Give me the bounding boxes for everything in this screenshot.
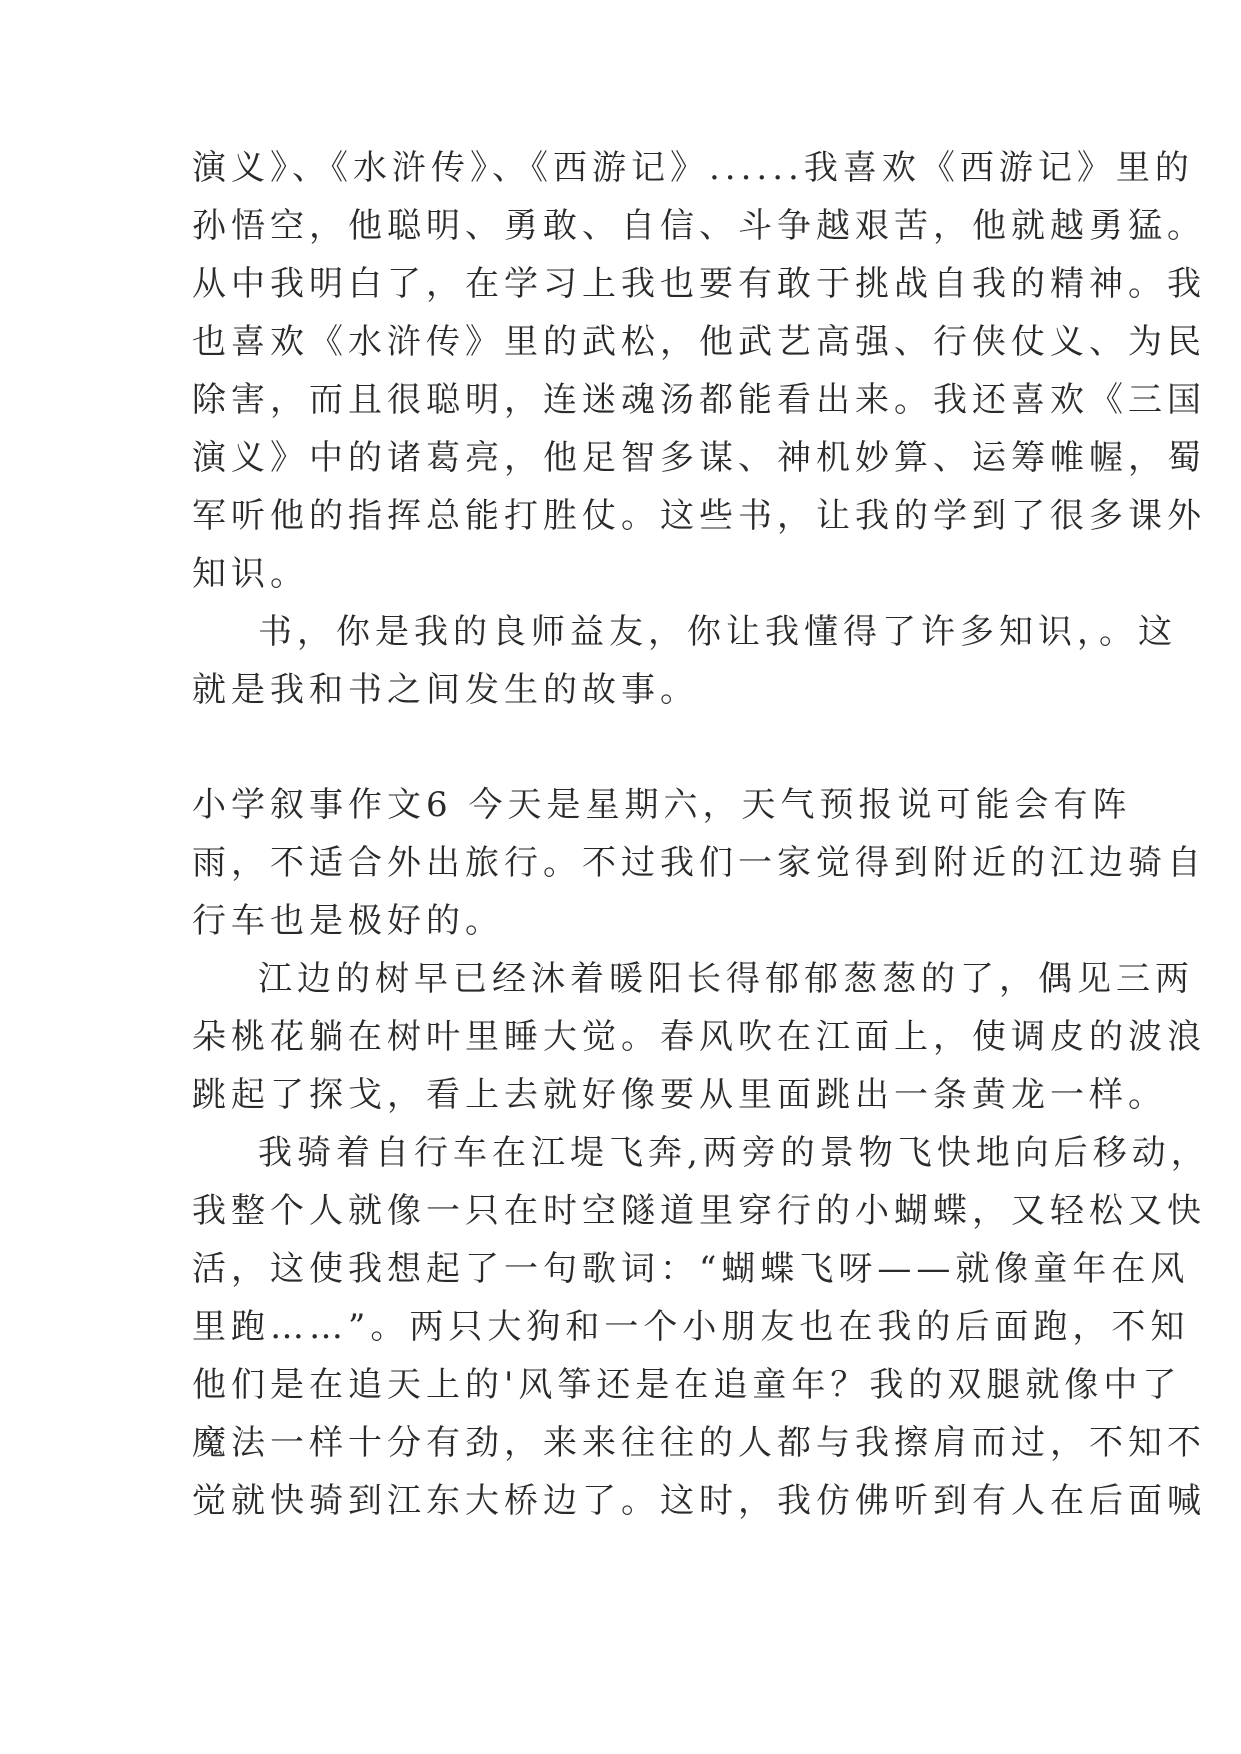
text-line: 从中我明白了，在学习上我也要有敢于挑战自我的精神。我 xyxy=(192,264,1206,304)
text-line: 跳起了探戈，看上去就好像要从里面跳出一条黄龙一样。 xyxy=(192,1075,1167,1115)
text-line: 孙悟空，他聪明、勇敢、自信、斗争越艰苦，他就越勇猛。 xyxy=(192,206,1206,246)
text-line: 活，这使我想起了一句歌词：“蝴蝶飞呀——就像童年在风 xyxy=(192,1249,1190,1289)
text-line: 我骑着自行车在江堤飞奔,两旁的景物飞快地向后移动， xyxy=(258,1133,1210,1173)
text-line: 演义》中的诸葛亮，他足智多谋、神机妙算、运筹帷幄，蜀 xyxy=(192,438,1206,478)
text-line: 里跑……”。两只大狗和一个小朋友也在我的后面跑，不知 xyxy=(192,1307,1190,1347)
essay-heading-line: 小学叙事作文6 今天是星期六，天气预报说可能会有阵 xyxy=(192,785,1132,825)
text-line: 朵桃花躺在树叶里睡大觉。春风吹在江面上，使调皮的波浪 xyxy=(192,1017,1206,1057)
text-line: 雨，不适合外出旅行。不过我们一家觉得到附近的江边骑自 xyxy=(192,843,1206,883)
text-line: 觉就快骑到江东大桥边了。这时，我仿佛听到有人在后面喊 xyxy=(192,1481,1206,1521)
text-line: 也喜欢《水浒传》里的武松，他武艺高强、行侠仗义、为民 xyxy=(192,322,1206,362)
text-line: 江边的树早已经沐着暖阳长得郁郁葱葱的了，偶见三两 xyxy=(258,959,1194,999)
text-line: 我整个人就像一只在时空隧道里穿行的小蝴蝶，又轻松又快 xyxy=(192,1191,1206,1231)
text-line: 魔法一样十分有劲，来来往往的人都与我擦肩而过，不知不 xyxy=(192,1423,1206,1463)
text-line: 行车也是极好的。 xyxy=(192,901,504,941)
text-line: 军听他的指挥总能打胜仗。这些书，让我的学到了很多课外 xyxy=(192,496,1206,536)
text-line: 书，你是我的良师益友，你让我懂得了许多知识，。这 xyxy=(258,612,1177,652)
text-line: 演义》、《水浒传》、《西游记》......我喜欢《西游记》里的 xyxy=(192,148,1194,188)
text-line: 除害，而且很聪明，连迷魂汤都能看出来。我还喜欢《三国 xyxy=(192,380,1206,420)
text-line: 就是我和书之间发生的故事。 xyxy=(192,670,699,710)
text-line: 他们是在追天上的'风筝还是在追童年？我的双腿就像中了 xyxy=(192,1365,1182,1405)
text-line: 知识。 xyxy=(192,554,309,594)
